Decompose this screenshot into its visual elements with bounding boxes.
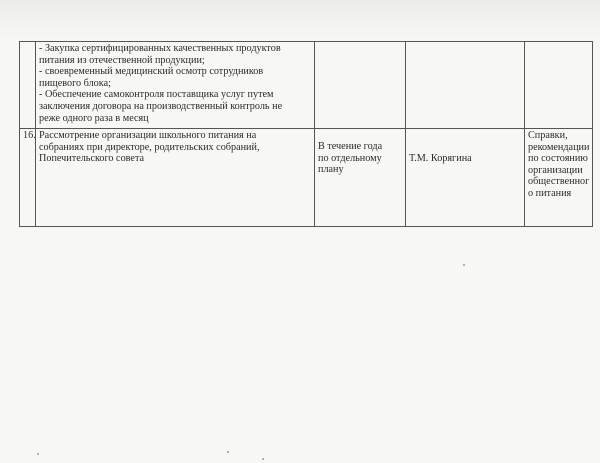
document-cell xyxy=(525,129,593,227)
description-line: собраниях при директоре, родительских собраний, xyxy=(39,141,260,153)
description-line: Попечительского совета xyxy=(39,153,145,165)
description-line: реже одного раза в месяц xyxy=(39,112,149,124)
scan-speck xyxy=(227,451,229,453)
term-line: В течение года xyxy=(318,141,383,152)
term-line: по отдельному xyxy=(318,152,382,164)
description-line: питания из отечественной продукции; xyxy=(39,54,205,66)
description-line: заключения договора на производственный контроль не xyxy=(39,100,283,112)
responsible-cell xyxy=(406,42,525,129)
description-line: пищевого блока; xyxy=(39,77,111,89)
responsible-name: Т.М. Корягина xyxy=(409,153,472,164)
description-line: - Обеспечение самоконтроля поставщика услуг путем xyxy=(39,89,274,101)
description-line: - Закупка сертифицированных качественных продуктов xyxy=(39,43,281,54)
plan-table xyxy=(19,41,593,227)
term-cell xyxy=(315,129,406,227)
document-line: организации xyxy=(528,164,583,176)
document-cell xyxy=(525,42,593,129)
row-number xyxy=(20,42,36,129)
scan-shadow xyxy=(0,0,600,40)
scan-speck xyxy=(37,453,39,455)
table-row xyxy=(20,42,593,129)
document-line: о питания xyxy=(528,187,572,199)
term-line: плану xyxy=(318,164,344,176)
document-line: по состоянию xyxy=(528,153,588,165)
document-line: общественног xyxy=(528,176,590,188)
scan-speck xyxy=(262,458,264,460)
document-line: рекомендации xyxy=(528,141,590,153)
term-cell xyxy=(315,42,406,129)
table-row xyxy=(20,129,593,227)
row-number: 16. xyxy=(20,129,36,227)
responsible-cell xyxy=(406,129,525,227)
scan-speck xyxy=(463,264,465,266)
event-description xyxy=(36,129,315,227)
document-line: Справки, xyxy=(528,130,568,141)
description-line: Рассмотрение организации школьного питания на xyxy=(39,130,257,141)
description-line: - своевременный медицинский осмотр сотрудников xyxy=(39,66,264,78)
event-description xyxy=(36,42,315,129)
